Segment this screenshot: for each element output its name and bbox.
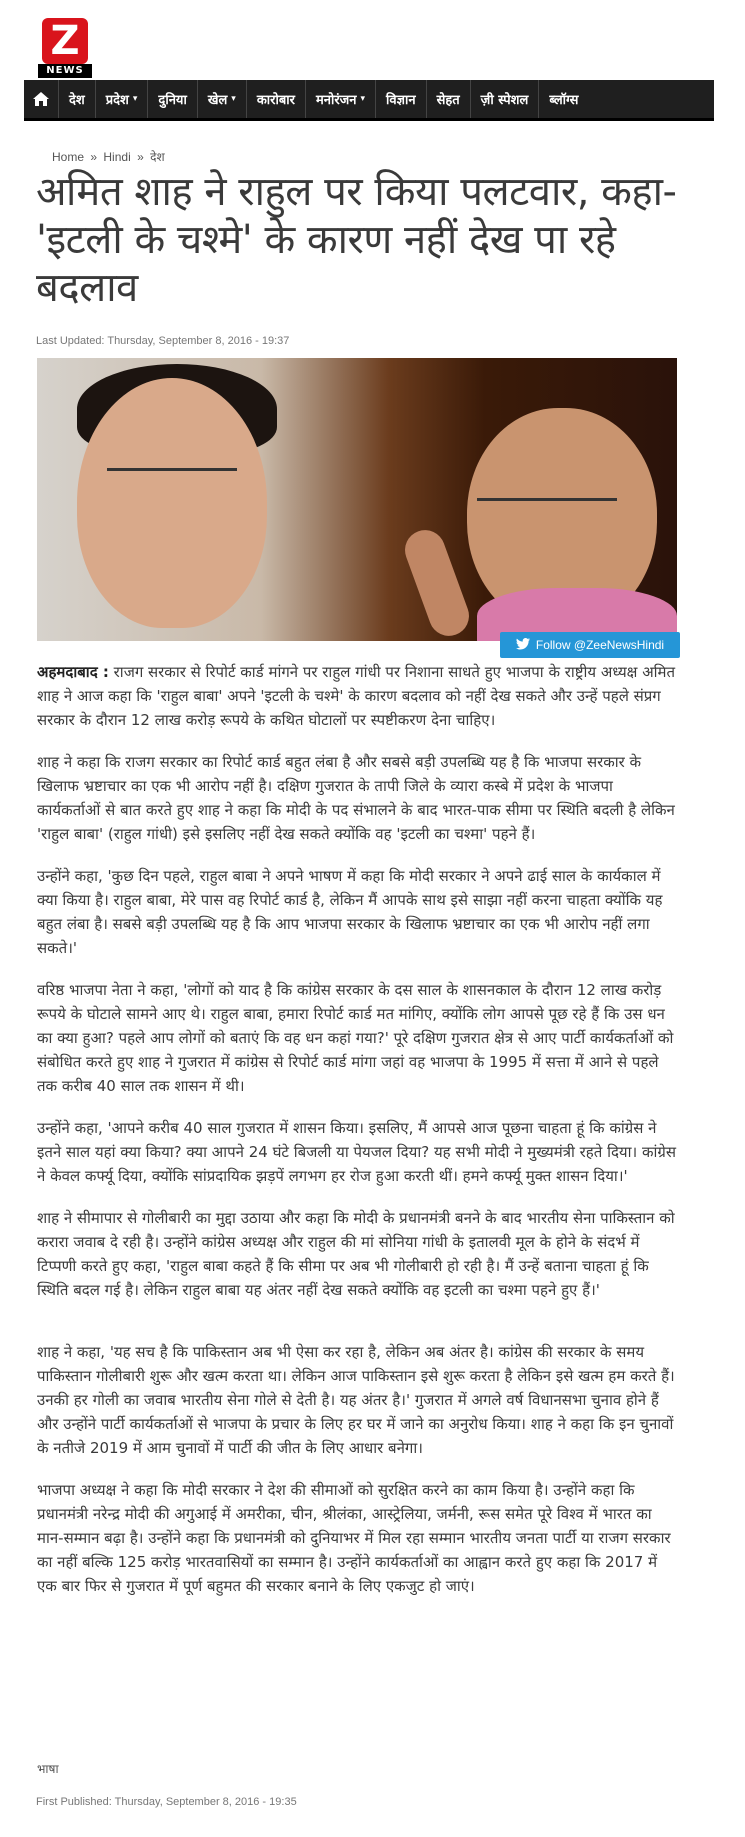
- nav-item-zee-special[interactable]: [471, 80, 540, 118]
- twitter-follow-button[interactable]: [500, 632, 680, 658]
- article-paragraph: भाजपा अध्यक्ष ने कहा कि मोदी सरकार ने देश की सीमाओं को सुरक्षित करने का काम किया है। उन्होंने कहा कि प्रधानमंत्री नरेन्द्र मोदी की अगुआई में अमरीका, चीन, श्रीलंका, आस्ट्रेलिया, जर्मनी, रूस समेत पूरे विश्व में भारत का मान-सम्मान बढ़ा है। उन्होंने कहा कि प्रधानमंत्री को दुनियाभर में मिल रहा सम्मान भारतीय जनता पार्टी या राजग सरकार का नहीं बल्कि 125 करोड़ भारतवासियों का सम्मान है। उन्होंने कार्यकर्ताओं का आह्वान करते हुए कहा कि 2017 में एक बार फिर से गुजरात में पूर्ण बहुमत की सरकार बनाने के लिए एकजुट हो जाएं।: [37, 1481, 671, 1595]
- nav-item-label: सेहत: [436, 93, 460, 108]
- nav-item-pradesh[interactable]: [96, 80, 149, 118]
- nav-item-desh[interactable]: [59, 80, 96, 118]
- nav-item-sehat[interactable]: [427, 80, 471, 118]
- article-paragraph: उन्होंने कहा, 'कुछ दिन पहले, राहुल बाबा ने अपने भाषण में कहा कि मोदी सरकार ने अपने ढाई साल के कार्यकाल में क्या किया है। राहुल बाबा, मेरे पास वह रिपोर्ट कार्ड है, लेकिन मैं आपके साथ इसे साझा नहीं करना चाहता क्योंकि यह बहुत लंबा है। सबसे बड़ी उपलब्धि यह है कि आप भाजपा सरकार के खिलाफ भ्रष्टाचार का एक भी आरोप नहीं लगा सकते।': [37, 867, 663, 957]
- home-icon: [32, 91, 50, 107]
- main-nav: [24, 80, 714, 121]
- article-paragraph: [37, 660, 681, 732]
- nav-item-vigyan[interactable]: [376, 80, 427, 118]
- nav-item-manoranjan[interactable]: [306, 80, 376, 118]
- hero-hand: [399, 524, 474, 641]
- paragraph-text: राजग सरकार से रिपोर्ट कार्ड मांगने पर राहुल गांधी पर निशाना साधते हुए भाजपा के राष्ट्रीय अध्यक्ष अमित शाह ने आज कहा कि 'राहुल बाबा' अपने 'इटली के चश्मे' के कारण बदलाव को नहीं देख सकते और उन्हें पहले संप्रग सरकार के दौरान 12 लाख करोड़ रूपये के कथित घोटालों पर स्पष्टीकरण देना चाहिए।: [37, 663, 676, 729]
- logo-news-text: NEWS: [38, 64, 92, 78]
- chevron-down-icon: ▾: [132, 94, 138, 104]
- article-paragraph: शाह ने सीमापार से गोलीबारी का मुद्दा उठाया और कहा कि मोदी के प्रधानमंत्री बनने के बाद भारतीय सेना पाकिस्तान को करारा जवाब दे रही है। उन्होंने कांग्रेस अध्यक्ष और राहुल की मां सोनिया गांधी के इतालवी मूल के होने के संदर्भ में टिप्पणी करते हुए कहा, 'राहुल बाबा कहते हैं कि सीमा पर अब भी गोलीबारी हो रही है। मैं उन्हें बताना चाहता हूं कि स्थिति बदल गई है। लेकिन राहुल बाबा यह अंतर नहीं देख सकते क्योंकि वह इटली का चश्मा पहने हुए हैं।': [37, 1209, 675, 1299]
- article-paragraph: वरिष्ठ भाजपा नेता ने कहा, 'लोगों को याद है कि कांग्रेस सरकार के दस साल के शासनकाल के दौरान 12 लाख करोड़ रूपये के घोटाले सामने आए थे। राहुल बाबा, हमारा रिपोर्ट कार्ड मत मांगिए, क्योंकि लोग आपसे पूछ रहे हैं कि उस धन का क्या हुआ? पहले आप लोगों को बताएं कि वह धन कहां गया?' पूरे दक्षिण गुजरात क्षेत्र से आए पार्टी कार्यकर्ताओं को संबोधित करते हुए शाह ने गुजरात में कांग्रेस से रिपोर्ट कार्ड मांगा जहां वह भाजपा के 1995 में सत्ता में आने से पहले तक करीब 40 साल तक शासन में थी।: [37, 981, 674, 1095]
- nav-item-duniya[interactable]: [148, 80, 197, 118]
- nav-item-label: खेल: [207, 93, 228, 108]
- chevron-down-icon: ▾: [360, 94, 366, 104]
- hero-glasses-left: [107, 468, 237, 471]
- article-hero-image: [37, 358, 677, 641]
- article-dateline: अहमदाबाद :: [37, 663, 109, 681]
- last-updated: Last Updated: Thursday, September 8, 2016 - 19:37: [36, 335, 290, 347]
- nav-item-label: ब्लॉग्स: [549, 93, 579, 108]
- nav-item-label: प्रदेश: [105, 93, 129, 108]
- nav-item-blogs[interactable]: [539, 80, 588, 118]
- article-body: [37, 660, 681, 1616]
- zee-news-logo[interactable]: [26, 18, 104, 78]
- nav-item-label: दुनिया: [158, 93, 187, 108]
- first-published: First Published: Thursday, September 8, 2016 - 19:35: [36, 1796, 297, 1808]
- nav-item-karobar[interactable]: [247, 80, 306, 118]
- nav-item-label: विज्ञान: [386, 93, 416, 108]
- logo-z-mark: Z: [42, 18, 88, 64]
- twitter-follow-label: Follow @ZeeNewsHindi: [535, 638, 665, 652]
- breadcrumb-separator: »: [137, 150, 144, 164]
- nav-item-khel[interactable]: [198, 80, 247, 118]
- nav-item-label: मनोरंजन: [315, 93, 357, 108]
- breadcrumb-home-link[interactable]: Home: [52, 150, 85, 164]
- hero-glasses-right: [477, 498, 617, 501]
- breadcrumb: [52, 148, 165, 165]
- breadcrumb-hindi-link[interactable]: Hindi: [103, 150, 131, 164]
- chevron-down-icon: ▾: [231, 94, 236, 104]
- article-source: भाषा: [37, 1762, 59, 1776]
- breadcrumb-separator: »: [90, 150, 98, 164]
- article-paragraph: शाह ने कहा, 'यह सच है कि पाकिस्तान अब भी ऐसा कर रहा है, लेकिन अब अंतर है। कांग्रेस की सरकार के समय पाकिस्तान गोलीबारी शुरू और खत्म करता था। लेकिन आज पाकिस्तान इसे शुरू करता है लेकिन इसे खत्म हम करते हैं। उनकी हर गोली का जवाब भारतीय सेना गोले से देती है। यह अंतर है।' गुजरात में अगले वर्ष विधानसभा चुनाव होने हैं और उन्होंने पार्टी कार्यकर्ताओं से भाजपा के प्रचार के लिए हर घर में जाने का अनुरोध किया। शाह ने कहा कि इन चुनावों के नतीजे 2019 में आम चुनावों में पार्टी की जीत के लिए आधार बनेगा।: [37, 1343, 675, 1457]
- article-title: अमित शाह ने राहुल पर किया पलटवार, कहा- 'इटली के चश्मे' के कारण नहीं देख पा रहे बदलाव: [36, 169, 677, 311]
- twitter-icon: [516, 638, 530, 653]
- nav-item-label: कारोबार: [256, 93, 295, 108]
- nav-item-label: देश: [69, 93, 85, 108]
- article-paragraph: उन्होंने कहा, 'आपने करीब 40 साल गुजरात में शासन किया। इसलिए, मैं आपसे आज पूछना चाहता हूं कि कांग्रेस ने इतने साल यहां क्या किया? क्या आपने 24 घंटे बिजली या पेयजल दिया? यह सभी मोदी ने मुख्यमंत्री रहते दिया। कांग्रेस ने केवल कर्फ्यू दिया, क्योंकि सांप्रदायिक झड़पें लगभग हर रोज हुआ करती थीं। हमने कर्फ्यू मुक्त शासन दिया।': [37, 1119, 676, 1185]
- breadcrumb-current[interactable]: देश: [150, 150, 165, 164]
- article-paragraph: शाह ने कहा कि राजग सरकार का रिपोर्ट कार्ड बहुत लंबा है और सबसे बड़ी उपलब्धि यह है कि भाजपा सरकार के खिलाफ भ्रष्टाचार का एक भी आरोप नहीं है। दक्षिण गुजरात के तापी जिले के व्यारा कस्बे में प्रदेश के भाजपा कार्यकर्ताओं से बात करते हुए शाह ने कहा कि मोदी के पद संभालने के बाद भारत-पाक सीमा पर स्थिति बदली है लेकिन 'राहुल बाबा' (राहुल गांधी) इसे इसलिए नहीं देख सकते क्योंकि वह 'इटली का चश्मा' पहने हैं।: [37, 753, 675, 843]
- hero-figure-left-face: [77, 378, 267, 628]
- home-button[interactable]: [24, 80, 59, 118]
- nav-item-label: ज़ी स्पेशल: [480, 93, 529, 108]
